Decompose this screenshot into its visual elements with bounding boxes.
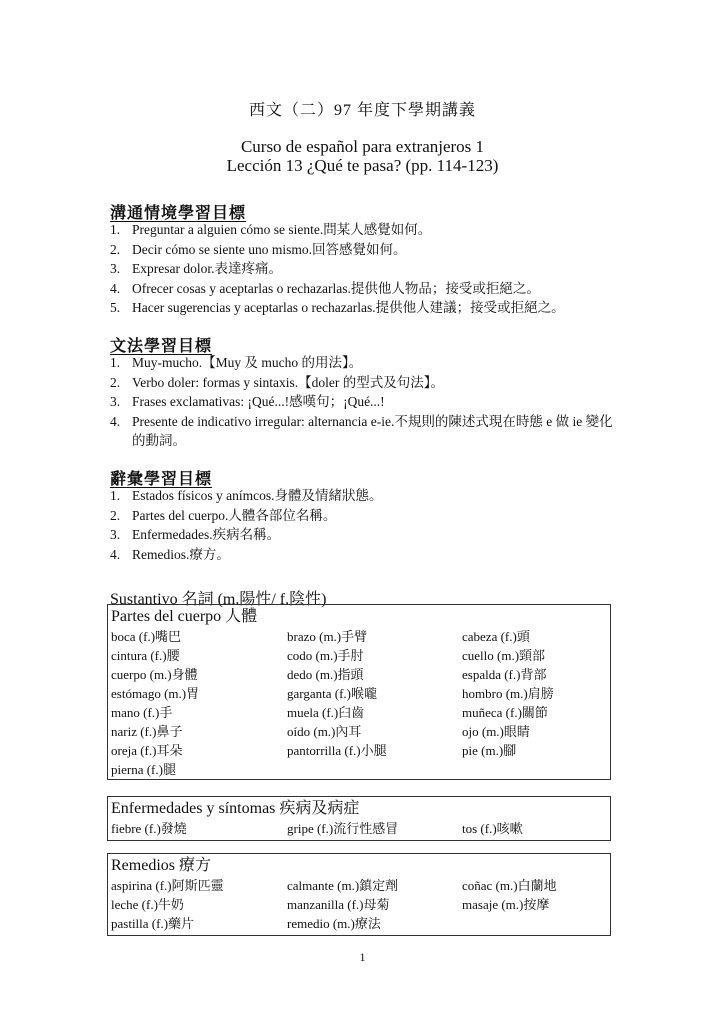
vocabulary-goals-list: [110, 486, 620, 564]
vocab-item: cuello (m.)頸部: [462, 648, 546, 663]
list-item: 3. Enfermedades.疾病名稱。: [110, 527, 281, 542]
vocab-item: pie (m.)腳: [462, 743, 517, 758]
list-item: 3. Frases exclamativas: ¡Qué...!感嘆句；¡Qué...!: [110, 394, 385, 409]
list-item: 1. Muy-mucho.【Muy 及 mucho 的用法】。: [110, 355, 363, 370]
vocab-item: boca (f.)嘴巴: [111, 629, 182, 644]
vocab-item: ojo (m.)眼睛: [462, 724, 530, 739]
vocab-item: codo (m.)手肘: [287, 648, 364, 663]
vocab-item: pastilla (f.)藥片: [111, 916, 195, 931]
box-title: Partes del cuerpo 人體: [111, 608, 258, 625]
vocab-item: oreja (f.)耳朵: [111, 743, 183, 758]
list-item: 2. Partes del cuerpo.人體各部位名稱。: [110, 507, 337, 523]
vocab-item: dedo (m.)指頭: [287, 667, 364, 682]
vocab-item: [462, 760, 612, 779]
list-item: 2. Verbo doler: formas y sintaxis.【doler 的型式及句法】。: [110, 374, 444, 390]
lesson-title: Lección 13 ¿Qué te pasa? (pp. 114-123): [226, 156, 499, 175]
vocab-item: oído (m.)內耳: [287, 724, 362, 739]
list-item: 4. Presente de indicativo irregular: alternancia e-ie.不規則的陳述式現在時態 e 做 ie 變化的動詞。: [110, 413, 613, 448]
list-item: 1. Preguntar a alguien cómo se siente.問某人感覺如何。: [110, 222, 432, 237]
list-item: 5. Hacer sugerencias y aceptarlas o rechazarlas.提供他人建議；接受或拒絕之。: [110, 300, 565, 315]
vocab-item: cuerpo (m.)身體: [111, 667, 198, 682]
vocab-item: estómago (m.)胃: [111, 686, 200, 701]
list-item: 3. Expresar dolor.表達疼痛。: [110, 261, 282, 276]
vocab-item: cintura (f.)腰: [111, 648, 180, 663]
list-item: 2. Decir cómo se siente uno mismo.回答感覺如何。: [110, 241, 407, 257]
vocab-item: [287, 760, 462, 779]
communication-goals-list: [110, 220, 620, 318]
vocab-item: aspirina (f.)阿斯匹靈: [111, 878, 224, 893]
vocab-item: tos (f.)咳嗽: [462, 821, 523, 836]
vocab-box-illnesses: [107, 796, 611, 841]
vocab-item: mano (f.)手: [111, 705, 173, 720]
box-title: Enfermedades y síntomas 疾病及病症: [111, 800, 360, 817]
vocab-item: nariz (f.)鼻子: [111, 724, 183, 739]
vocab-box-remedies: [107, 853, 611, 936]
course-header: 西文（二）97 年度下學期講義: [248, 102, 476, 119]
vocab-item: muñeca (f.)關節: [462, 705, 548, 720]
vocab-item: muela (f.)臼齒: [287, 705, 365, 720]
vocab-item: garganta (f.)喉嚨: [287, 686, 378, 701]
vocab-item: espalda (f.)背部: [462, 667, 547, 682]
section-heading-vocabulary: 辭彙學習目標: [110, 471, 213, 488]
vocab-item: coñac (m.)白蘭地: [462, 878, 557, 893]
page-number: 1: [359, 950, 366, 964]
vocab-box-body-parts: [107, 604, 611, 780]
section-heading-communication: 溝通情境學習目標: [110, 205, 247, 222]
vocab-item: gripe (f.)流行性感冒: [287, 821, 399, 836]
vocab-grid: [108, 627, 610, 779]
noun-legend: Sustantivo 名詞 (m.陽性/ f.陰性): [110, 591, 327, 608]
grammar-goals-list: [110, 353, 620, 451]
vocab-grid: [108, 819, 610, 838]
vocab-grid: [108, 876, 610, 933]
section-heading-grammar: 文法學習目標: [110, 338, 213, 355]
vocab-item: masaje (m.)按摩: [462, 897, 550, 912]
vocab-item: calmante (m.)鎮定劑: [287, 878, 399, 893]
vocab-item: remedio (m.)療法: [287, 916, 381, 931]
vocab-item: brazo (m.)手臂: [287, 629, 368, 644]
box-title: Remedios 療方: [111, 857, 211, 874]
vocab-item: hombro (m.)肩膀: [462, 686, 554, 701]
vocab-item: fiebre (f.)發燒: [111, 821, 187, 836]
vocab-item: manzanilla (f.)母菊: [287, 897, 390, 912]
vocab-item: pantorrilla (f.)小腿: [287, 743, 387, 758]
list-item: 4. Ofrecer cosas y aceptarlas o rechazarlas.提供他人物品；接受或拒絕之。: [110, 280, 540, 296]
vocab-item: cabeza (f.)頭: [462, 629, 530, 644]
course-title: Curso de español para extranjeros 1: [240, 137, 485, 156]
list-item: 1. Estados físicos y anímcos.身體及情緒狀態。: [110, 488, 383, 503]
vocab-item: pierna (f.)腿: [111, 762, 176, 777]
vocab-item: [462, 914, 612, 933]
list-item: 4. Remedios.療方。: [110, 546, 230, 562]
vocab-item: leche (f.)牛奶: [111, 897, 184, 912]
